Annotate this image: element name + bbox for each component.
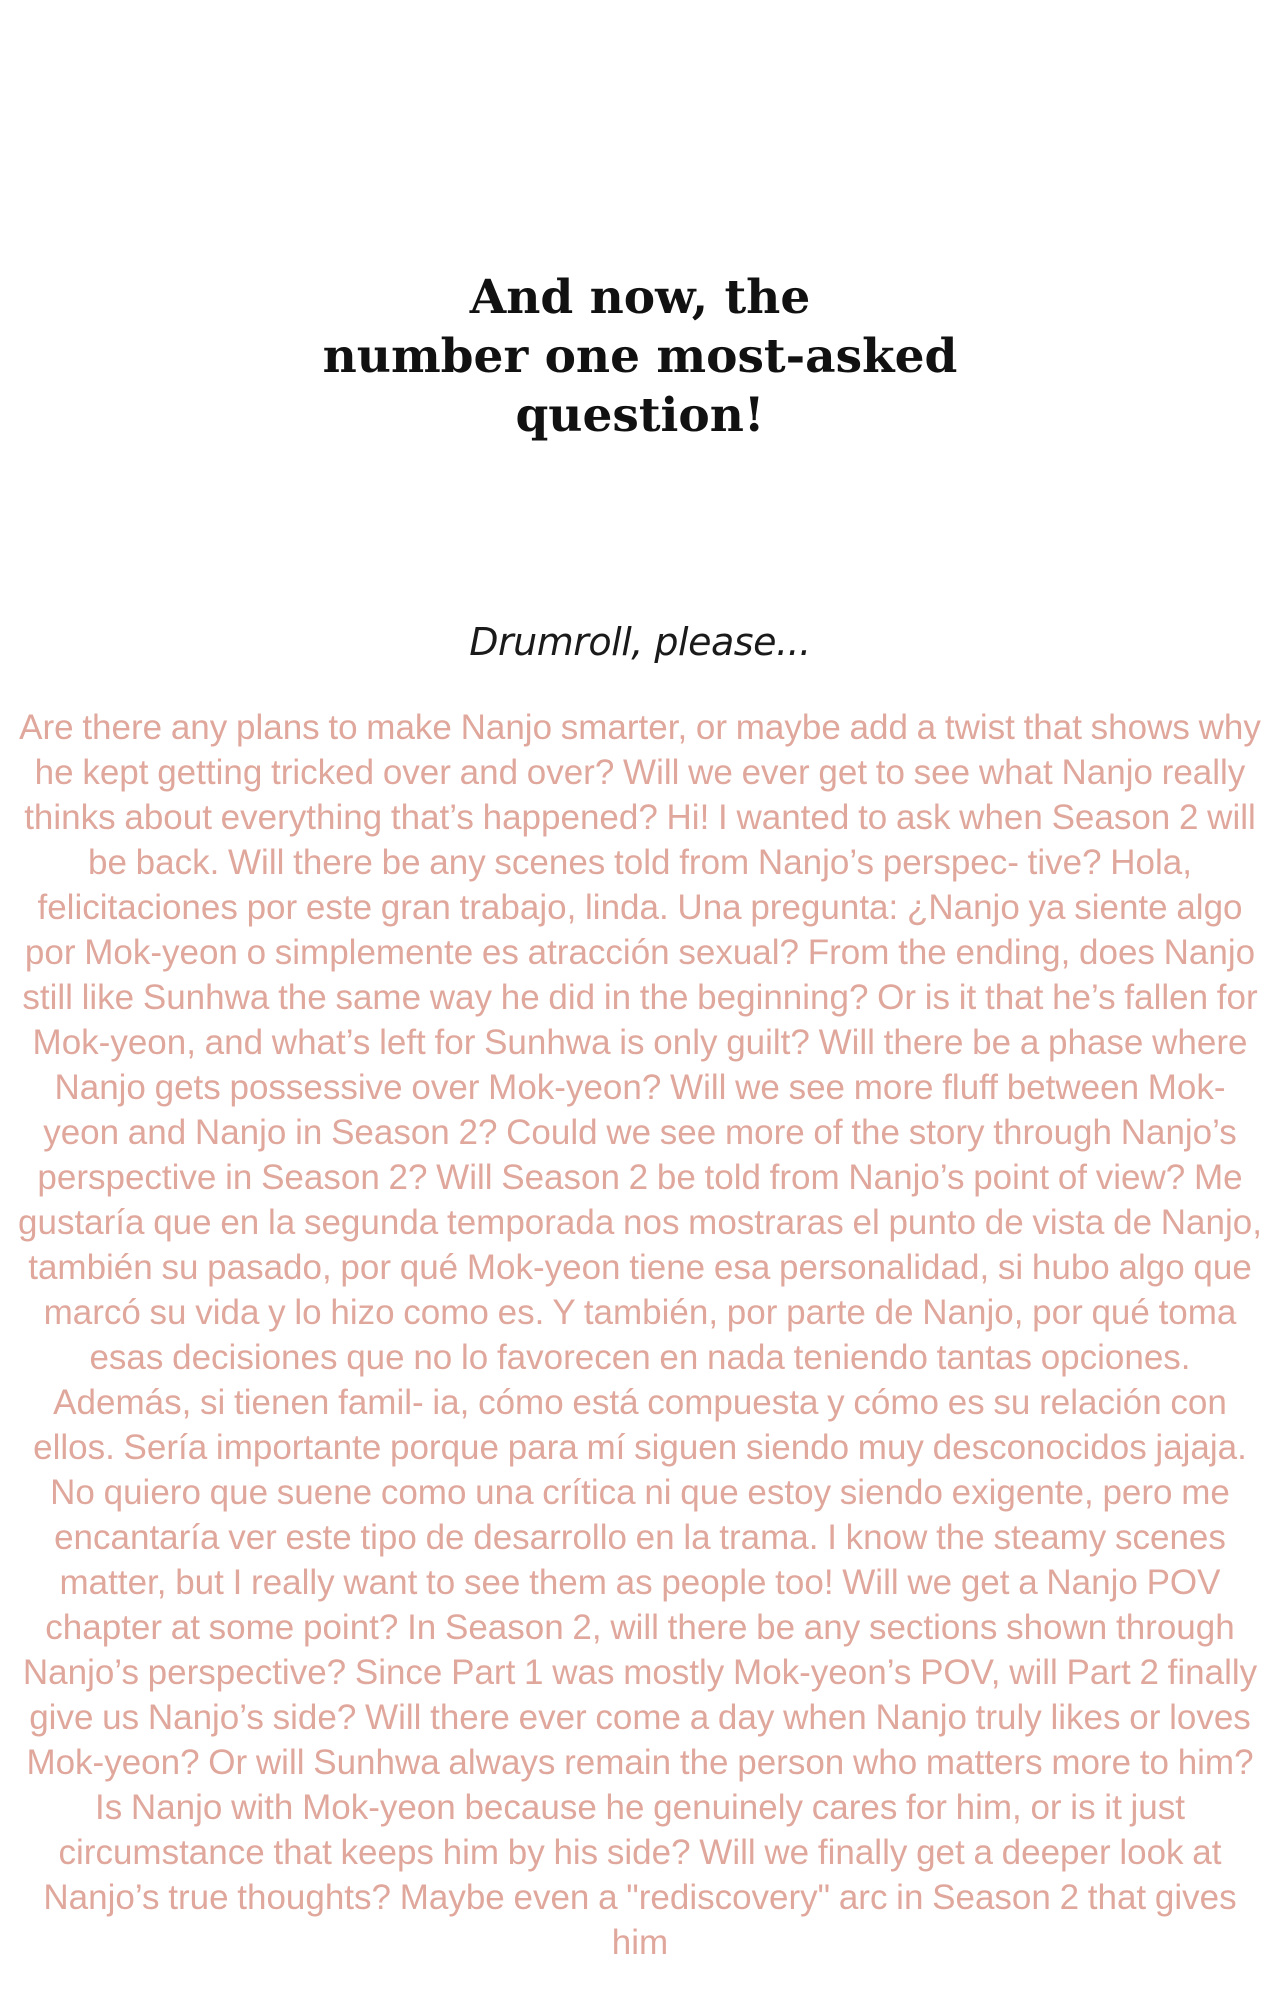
headline-line-1: And now, the [469, 270, 811, 325]
drumroll-caption: Drumroll, please... [469, 620, 811, 664]
headline-line-2: number one most-asked [322, 329, 958, 384]
reader-questions-text: Are there any plans to make Nanjo smarter, or maybe add a twist that shows why he kept getting tricked over and over? Will we ever get to see what Nanjo really thinks about everything that’s happened? Hi! I wanted to ask when Season 2 will be back. Will there be any scenes told from Nanjo’s perspec- tive? Hola, felicitaciones por este gran trabajo, linda. Una pregunta: ¿Nanjo ya siente algo por Mok-yeon o simplemente es atracción sexual? From the ending, does Nanjo still like Sunhwa the same way he did in the beginning? Or is it that he’s fallen for Mok-yeon, and what’s left for Sunhwa is only guilt? Will there be a phase where Nanjo gets possessive over Mok-yeon? Will we see more fluff between Mok-yeon and Nanjo in Season 2? Could we see more of the story through Nanjo’s perspective in Season 2? Will Season 2 be told from Nanjo’s point of view? Me gustaría que en la segunda temporada nos mostraras el punto de vista de Nanjo, también su pasado, por qué Mok-yeon tiene esa personalidad, si hubo algo que marcó su vida y lo hizo como es. Y también, por parte de Nanjo, por qué toma esas decisiones que no lo favorecen en nada teniendo tantas opciones. Además, si tienen famil- ia, cómo está compuesta y cómo es su relación con ellos. Sería importante porque para mí siguen siendo muy desconocidos jajaja. No quiero que suene como una crítica ni que estoy siendo exigente, pero me encantaría ver este tipo de desarrollo en la trama. I know the steamy scenes matter, but I really want to see them as people too! Will we get a Nanjo POV chapter at some point? In Season 2, will there be any sections shown through Nanjo’s perspective? Since Part 1 was mostly Mok-yeon’s POV, will Part 2 finally give us Nanjo’s side? Will there ever come a day when Nanjo truly likes or loves Mok-yeon? Or will Sunhwa always remain the person who matters more to him? Is Nanjo with Mok-yeon because he genuinely cares for him, or is it just circumstance that keeps him by his side? Will we finally get a deeper look at Nanjo’s true thoughts? Maybe even a "rediscovery" arc in Season 2 that gives him [18, 708, 1262, 1962]
headline-line-3: question! [515, 388, 765, 443]
headline [0, 268, 1280, 445]
